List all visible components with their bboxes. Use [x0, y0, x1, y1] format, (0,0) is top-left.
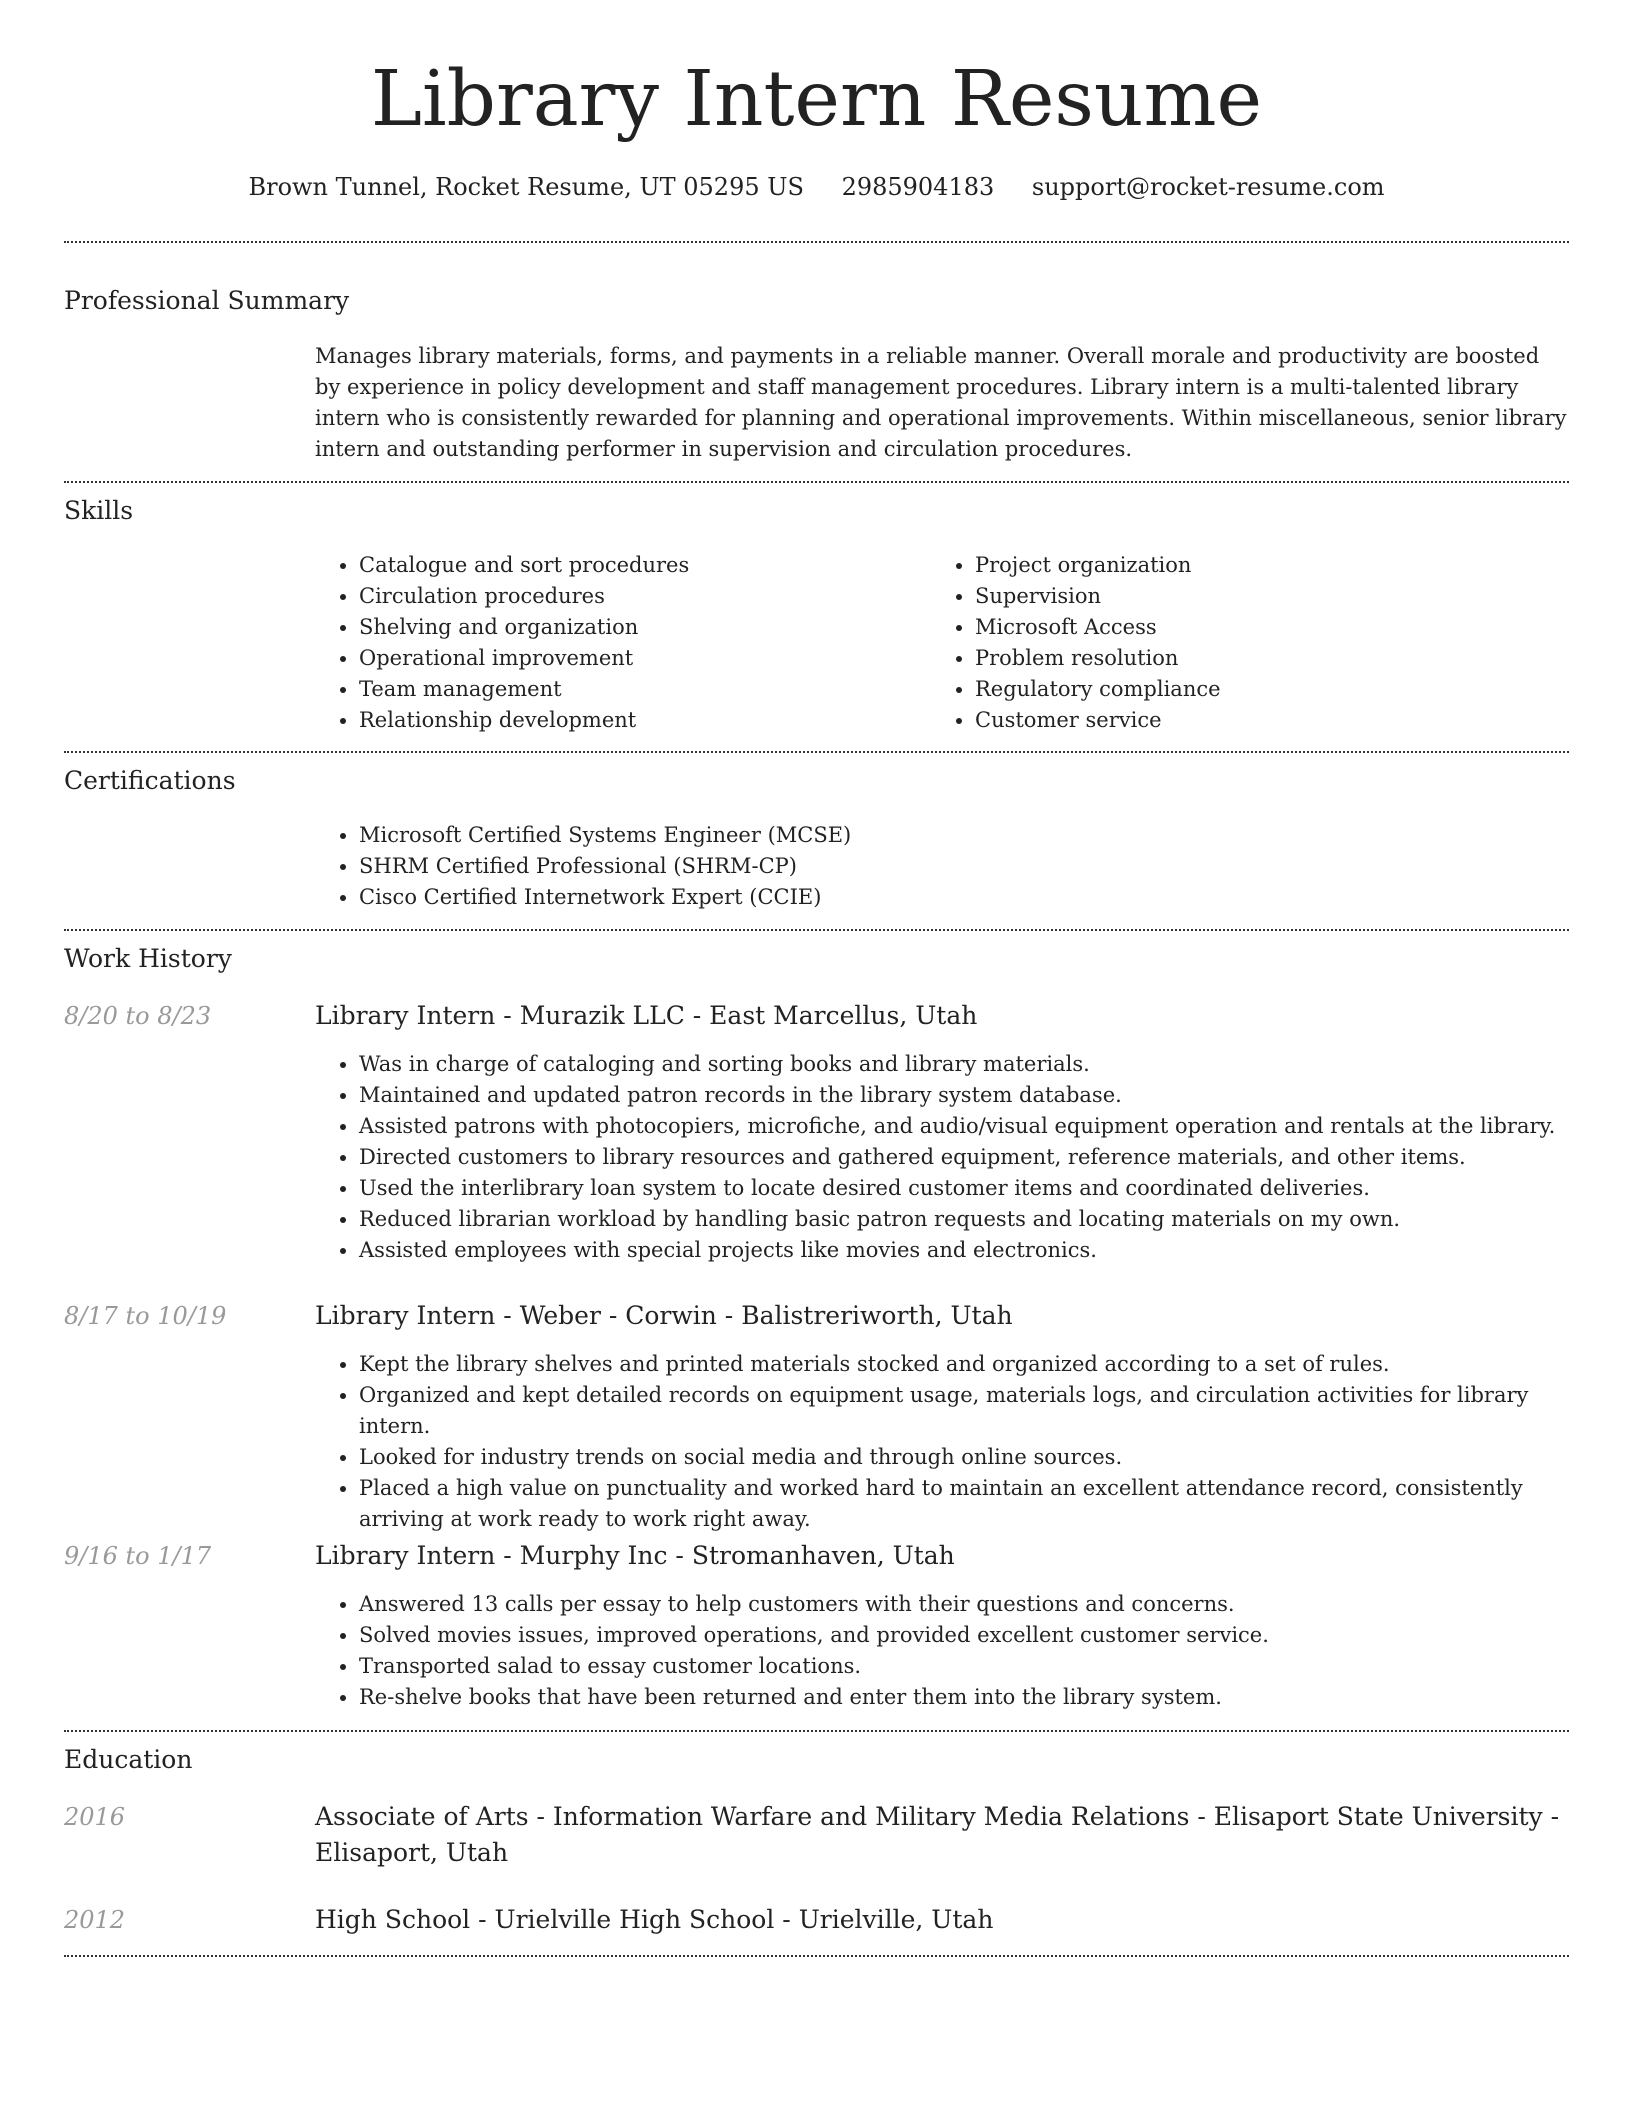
job-bullet: • Reduced librarian workload by handling basic patron requests and locating materials on my own. [359, 1204, 1569, 1235]
contact-address: Brown Tunnel, Rocket Resume, UT 05295 US [248, 173, 804, 201]
section-heading-skills: Skills [64, 496, 134, 525]
skill-item: • Regulatory compliance [975, 674, 1531, 705]
job-date: 9/16 to 1/17 [64, 1542, 212, 1570]
job-title: Library Intern - Weber - Corwin - Balistreriworth, Utah [315, 1301, 1013, 1330]
certifications-section [315, 820, 1569, 913]
certification-item: • Cisco Certified Internetwork Expert (CCIE) [359, 882, 1569, 913]
contact-phone: 2985904183 [841, 173, 995, 201]
job-bullet: • Assisted patrons with photocopiers, microfiche, and audio/visual equipment operation and rentals at the library. [359, 1111, 1569, 1142]
skill-item: • Catalogue and sort procedures [359, 550, 915, 581]
summary-section [315, 341, 1569, 465]
job-bullet: • Assisted employees with special projects like movies and electronics. [359, 1235, 1569, 1266]
resume-title: Library Intern Resume [370, 55, 1263, 144]
skill-item: • Operational improvement [359, 643, 915, 674]
divider [64, 929, 1569, 931]
section-heading-education: Education [64, 1745, 193, 1774]
certification-item: • SHRM Certified Professional (SHRM-CP) [359, 851, 1569, 882]
divider [64, 751, 1569, 753]
job-bullet: • Kept the library shelves and printed materials stocked and organized according to a set of rules. [359, 1349, 1569, 1380]
job-bullet: • Used the interlibrary loan system to locate desired customer items and coordinated deliveries. [359, 1173, 1569, 1204]
education-date: 2012 [64, 1906, 126, 1934]
skill-item: • Shelving and organization [359, 612, 915, 643]
job-bullet: • Directed customers to library resources and gathered equipment, reference materials, and other items. [359, 1142, 1569, 1173]
section-heading-certifications: Certifications [64, 766, 236, 795]
job-bullet: • Transported salad to essay customer locations. [359, 1651, 1569, 1682]
skill-item: • Supervision [975, 581, 1531, 612]
skill-item: • Microsoft Access [975, 612, 1531, 643]
job-bullet: • Placed a high value on punctuality and worked hard to maintain an excellent attendance record, consistently arriving at work ready to work right away. [359, 1473, 1569, 1535]
skills-column-right [931, 550, 1531, 736]
summary-text: Manages library materials, forms, and payments in a reliable manner. Overall morale and productivity are boosted by experience in policy development and staff management procedures. Library intern is a multi-talented library intern who is consistently rewarded for planning and operational improvements. Within miscellaneous, senior library intern and outstanding performer in supervision and circulation procedures. [315, 344, 1567, 461]
divider [64, 481, 1569, 483]
skill-item: • Customer service [975, 705, 1531, 736]
skills-column-left [315, 550, 915, 736]
job-bullet: • Looked for industry trends on social media and through online sources. [359, 1442, 1569, 1473]
job-title: Library Intern - Murphy Inc - Stromanhaven, Utah [315, 1541, 955, 1570]
job-date: 8/17 to 10/19 [64, 1302, 227, 1330]
contact-line [64, 170, 1569, 204]
job-bullet: • Re-shelve books that have been returned and enter them into the library system. [359, 1682, 1569, 1713]
job-title: Library Intern - Murazik LLC - East Marcellus, Utah [315, 1001, 978, 1030]
skill-item: • Team management [359, 674, 915, 705]
job-bullets [315, 1589, 1569, 1713]
skill-item: • Problem resolution [975, 643, 1531, 674]
contact-email[interactable]: support@rocket-resume.com [1031, 173, 1385, 201]
job-bullet: • Organized and kept detailed records on equipment usage, materials logs, and circulation activities for library intern. [359, 1380, 1569, 1442]
skill-item: • Project organization [975, 550, 1531, 581]
job-bullet: • Was in charge of cataloging and sorting books and library materials. [359, 1049, 1569, 1080]
divider [64, 1955, 1569, 1957]
education-title: Associate of Arts - Information Warfare and Military Media Relations - Elisaport State University - Elisaport, Utah [315, 1802, 1560, 1867]
job-bullet: • Answered 13 calls per essay to help customers with their questions and concerns. [359, 1589, 1569, 1620]
divider [64, 241, 1569, 243]
education-title: High School - Urielville High School - Urielville, Utah [315, 1905, 994, 1934]
job-bullet: • Maintained and updated patron records in the library system database. [359, 1080, 1569, 1111]
skill-item: • Relationship development [359, 705, 915, 736]
divider [64, 1730, 1569, 1732]
job-date: 8/20 to 8/23 [64, 1002, 212, 1030]
section-heading-work-history: Work History [64, 944, 232, 973]
education-date: 2016 [64, 1803, 126, 1831]
skill-item: • Circulation procedures [359, 581, 915, 612]
section-heading-summary: Professional Summary [64, 286, 350, 315]
job-bullets [315, 1349, 1569, 1535]
job-bullets [315, 1049, 1569, 1266]
job-bullet: • Solved movies issues, improved operations, and provided excellent customer service. [359, 1620, 1569, 1651]
certification-item: • Microsoft Certified Systems Engineer (MCSE) [359, 820, 1569, 851]
